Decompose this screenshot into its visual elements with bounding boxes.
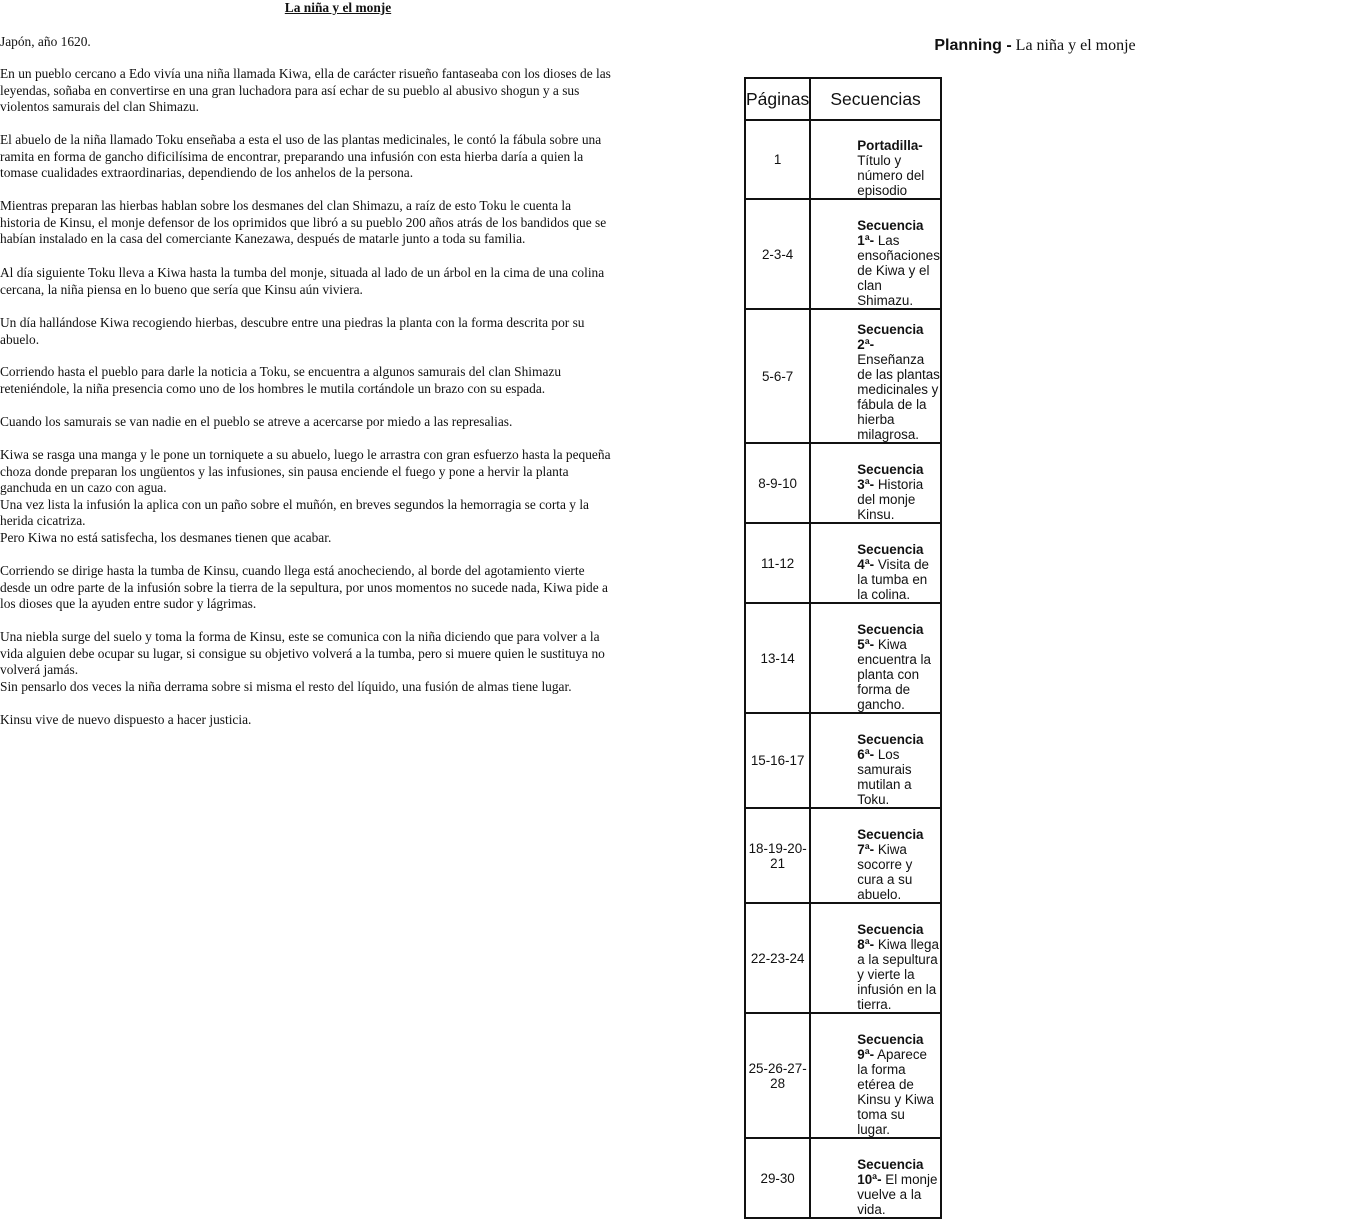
pages-cell: 8-9-10 xyxy=(745,443,810,523)
sequence-cell xyxy=(810,199,941,309)
sequence-text: Las ensoñaciones de Kiwa y el clan Shimazu. xyxy=(857,233,940,308)
sequence-label: Secuencia 9ª- xyxy=(857,1032,924,1062)
sequence-text: El monje vuelve a la vida. xyxy=(857,1172,938,1217)
sequence-description xyxy=(811,714,940,807)
sequence-cell xyxy=(810,713,941,808)
pages-cell: 2-3-4 xyxy=(745,199,810,309)
story-paragraph: Mientras preparan las hierbas hablan sobre los desmanes del clan Shimazu, a raíz de esto Toku le cuenta la historia de Kinsu, el monje defensor de los oprimidos que libró a su pueblo 200 años atrás de los bandidos que se habían instalado en la casa del comerciante Kanezawa, después de matarle junto a toda su familia. xyxy=(0,198,607,247)
sequence-description xyxy=(811,1139,940,1217)
sequence-description xyxy=(811,1014,940,1137)
sequence-label: Secuencia 7ª- xyxy=(857,827,924,857)
sequence-text: Historia del monje Kinsu. xyxy=(857,477,924,522)
sequence-text: Aparece la forma etérea de Kinsu y Kiwa toma su lugar. xyxy=(857,1047,934,1137)
story-paragraph: El abuelo de la niña llamado Toku enseñaba a esta el uso de las plantas medicinales, le contó la fábula sobre una ramita en forma de gancho dificilísima de encontrar, preparando una infusión con esta hierba daría a quien la tomase cualidades extraordinarias, dependiendo de los anhelos de la persona. xyxy=(0,132,602,181)
story-paragraph: Al día siguiente Toku lleva a Kiwa hasta la tumba del monje, situada al lado de un árbol en la cima de una colina cercana, la niña piensa en lo bueno que sería que Kinsu aún viviera. xyxy=(0,265,605,297)
pages-cell: 5-6-7 xyxy=(745,309,810,443)
pages-cell: 1 xyxy=(745,120,810,199)
story-paragraph: Japón, año 1620. xyxy=(0,34,91,49)
planning-row xyxy=(745,309,941,443)
sequence-text: Enseñanza de las plantas medicinales y fábula de la hierba milagrosa. xyxy=(857,352,940,442)
planning-row xyxy=(745,903,941,1013)
planning-row xyxy=(745,1013,941,1138)
sequence-cell xyxy=(810,523,941,603)
sequence-label: Secuencia 6ª- xyxy=(857,732,924,762)
sequence-description xyxy=(811,904,940,1012)
planning-table xyxy=(744,77,942,1219)
story-paragraph: Corriendo se dirige hasta la tumba de Kinsu, cuando llega está anocheciendo, al borde del agotamiento vierte desde un odre parte de la infusión sobre la tierra de la sepultura, por unos momentos no sucede nada, Kiwa pide a los dioses que la ayuden entre sudor y lágrimas. xyxy=(0,563,608,612)
sequence-cell xyxy=(810,443,941,523)
sequence-label: Secuencia 4ª- xyxy=(857,542,924,572)
sequence-description xyxy=(811,604,940,712)
sequence-label: Secuencia 8ª- xyxy=(857,922,924,952)
pages-cell: 29-30 xyxy=(745,1138,810,1218)
story-paragraph: Kiwa se rasga una manga y le pone un torniquete a su abuelo, luego le arrastra con gran esfuerzo hasta la pequeña choza donde preparan los ungüentos y las infusiones, sin pausa enciende el fuego y pone a hervir la planta ganchuda en un cazo con agua. Una vez lista la infusión la aplica con un paño sobre el muñón, en breves segundos la hemorragia se corta y la herida cicatriza. Pero Kiwa no está satisfecha, los desmanes tienen que acabar. xyxy=(0,447,611,545)
planning-row xyxy=(745,120,941,199)
sequence-description xyxy=(811,200,940,308)
planning-body xyxy=(745,120,941,1218)
sequence-text: Kiwa llega a la sepultura y vierte la infusión en la tierra. xyxy=(857,937,939,1012)
story-title: La niña y el monje xyxy=(284,0,392,15)
sequence-cell xyxy=(810,120,941,199)
story-paragraph: En un pueblo cercano a Edo vivía una niña llamada Kiwa, ella de carácter risueño fantaseaba con los dioses de las leyendas, soñaba en convertirse en una gran luchadora para así echar de su pueblo al abusivo shogun y a sus violentos samurais del clan Shimazu. xyxy=(0,66,611,115)
pages-cell: 25-26-27-28 xyxy=(745,1013,810,1138)
sequence-cell xyxy=(810,1138,941,1218)
planning-row xyxy=(745,523,941,603)
sequence-cell xyxy=(810,1013,941,1138)
sequence-cell xyxy=(810,903,941,1013)
planning-row xyxy=(745,808,941,903)
planning-title-label: Planning - xyxy=(934,37,1012,54)
sequence-description xyxy=(811,310,940,442)
planning-row xyxy=(745,199,941,309)
sequence-description xyxy=(811,524,940,602)
planning-row xyxy=(745,1138,941,1218)
sequence-label: Secuencia 10ª- xyxy=(857,1157,924,1187)
story-paragraph: Un día hallándose Kiwa recogiendo hierbas, descubre entre una piedras la planta con la forma descrita por su abuelo. xyxy=(0,315,585,347)
sequence-description xyxy=(811,121,940,198)
header-sequences: Secuencias xyxy=(810,78,941,120)
sequence-description xyxy=(811,444,940,522)
sequence-cell xyxy=(810,309,941,443)
planning-row xyxy=(745,713,941,808)
planning-header-row xyxy=(745,78,941,120)
header-pages: Páginas xyxy=(745,78,810,120)
story-document xyxy=(0,0,690,742)
story-paragraph: Kinsu vive de nuevo dispuesto a hacer justicia. xyxy=(0,712,252,727)
sequence-label: Secuencia 3ª- xyxy=(857,462,924,492)
pages-cell: 15-16-17 xyxy=(745,713,810,808)
planning-title-story: La niña y el monje xyxy=(1015,37,1136,54)
planning-row xyxy=(745,443,941,523)
pages-cell: 22-23-24 xyxy=(745,903,810,1013)
pages-cell: 11-12 xyxy=(745,523,810,603)
sequence-label: Portadilla- xyxy=(857,138,923,153)
sequence-description xyxy=(811,809,940,902)
sequence-text: Título y número del episodio xyxy=(857,153,925,198)
sequence-label: Secuencia 2ª- xyxy=(857,322,924,352)
sequence-label: Secuencia 5ª- xyxy=(857,622,924,652)
sequence-text: Visita de la tumba en la colina. xyxy=(857,557,929,602)
sequence-label: Secuencia 1ª- xyxy=(857,218,924,248)
sequence-cell xyxy=(810,603,941,713)
sequence-text: Los samurais mutilan a Toku. xyxy=(857,747,912,807)
story-paragraph: Corriendo hasta el pueblo para darle la noticia a Toku, se encuentra a algunos samurais del clan Shimazu reteniéndole, la niña presencia como uno de los hombres le mutila cortándole un brazo con su espada. xyxy=(0,364,562,396)
planning-row xyxy=(745,603,941,713)
pages-cell: 13-14 xyxy=(745,603,810,713)
sequence-text: Kiwa socorre y cura a su abuelo. xyxy=(857,842,913,902)
sequence-text: Kiwa encuentra la planta con forma de gancho. xyxy=(857,637,931,712)
sequence-cell xyxy=(810,808,941,903)
story-paragraph: Cuando los samurais se van nadie en el pueblo se atreve a acercarse por miedo a las represalias. xyxy=(0,414,513,429)
planning-title xyxy=(744,36,1326,56)
story-paragraph: Una niebla surge del suelo y toma la forma de Kinsu, este se comunica con la niña diciendo que para volver a la vida alguien debe ocupar su lugar, si consigue su objetivo volverá a la tumba, pero si muere quien le sustituya no volverá jamás. Sin pensarlo dos veces la niña derrama sobre si misma el resto del líquido, una fusión de almas tiene lugar. xyxy=(0,629,605,694)
pages-cell: 18-19-20-21 xyxy=(745,808,810,903)
